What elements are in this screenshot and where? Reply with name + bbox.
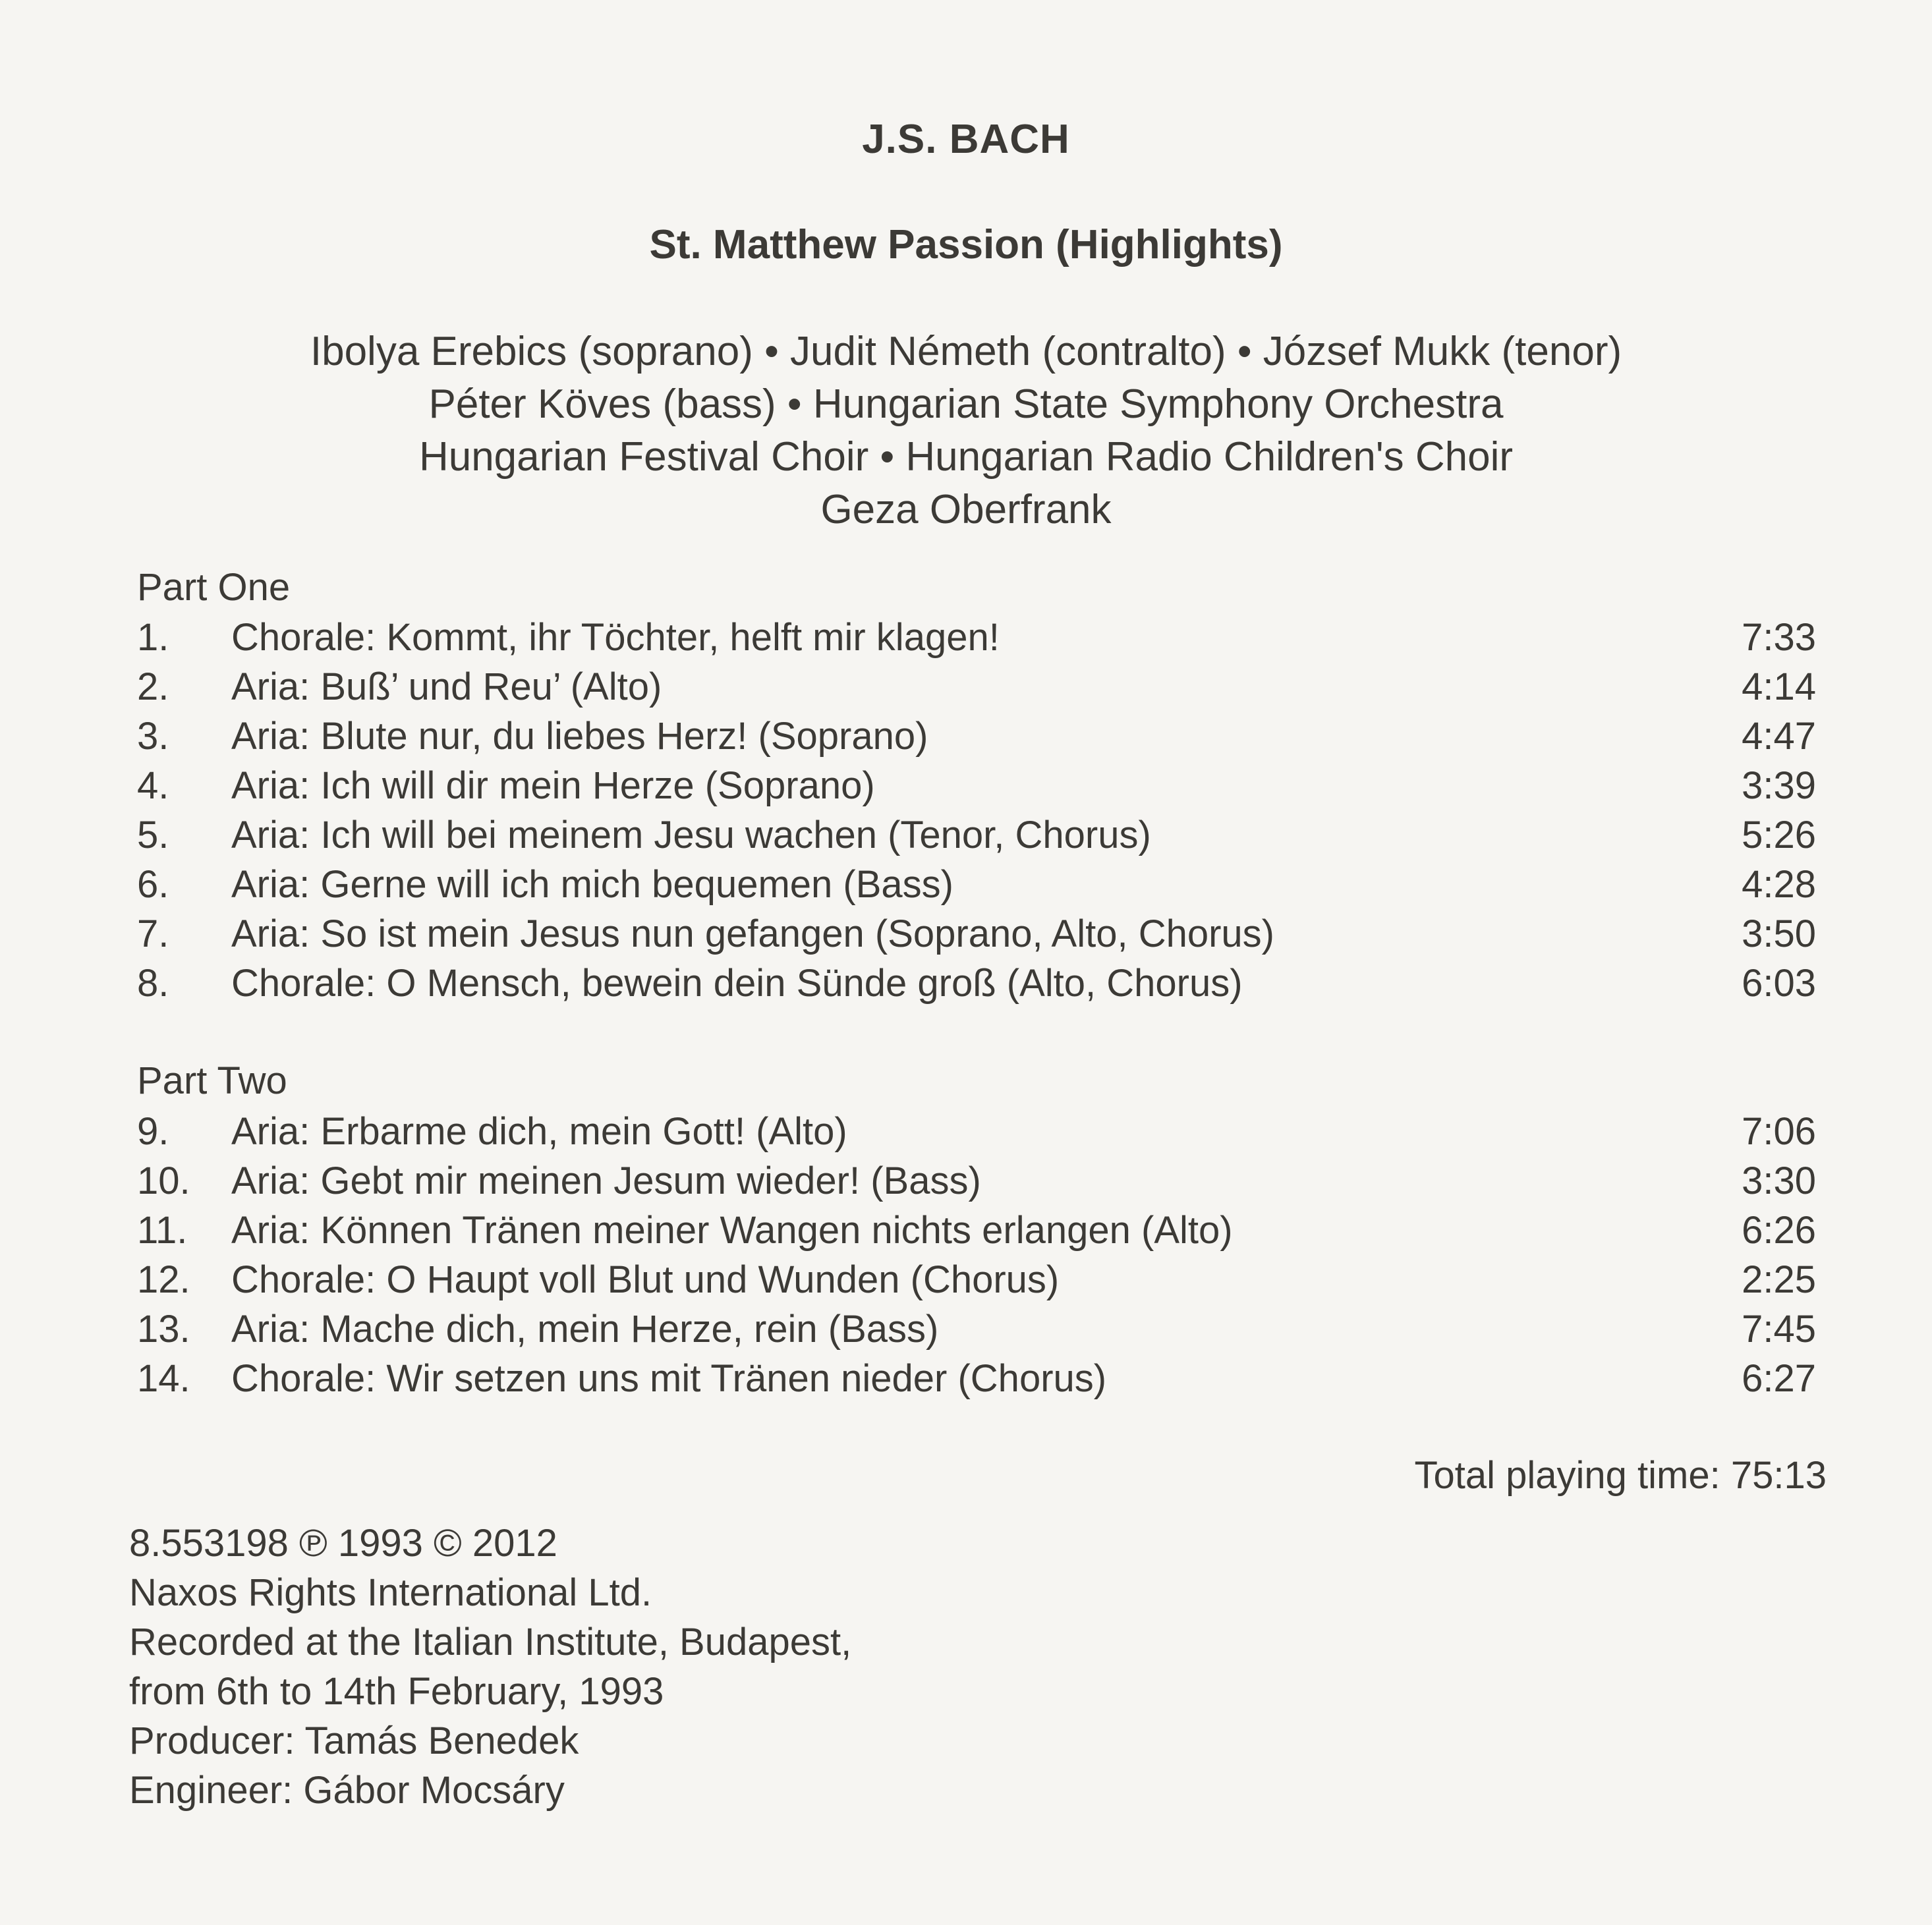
track-title: Aria: Blute nur, du liebes Herz! (Soprano)	[231, 715, 928, 758]
track-number: 4.	[137, 764, 169, 807]
recording-location-line: Recorded at the Italian Institute, Budapest,	[129, 1621, 852, 1663]
track-number: 11.	[137, 1209, 188, 1252]
track-title: Aria: Können Tränen meiner Wangen nichts erlangen (Alto)	[231, 1209, 1233, 1252]
track-duration: 2:25	[1742, 1258, 1816, 1301]
track-title: Aria: Erbarme dich, mein Gott! (Alto)	[231, 1110, 847, 1153]
track-title: Aria: Buß’ und Reu’ (Alto)	[231, 665, 662, 708]
track-duration: 6:27	[1742, 1357, 1816, 1400]
performers-line: Ibolya Erebics (soprano) • Judit Németh (contralto) • József Mukk (tenor)	[310, 329, 1622, 374]
track-row	[137, 662, 1816, 711]
track-duration: 7:45	[1742, 1308, 1816, 1351]
track-number: 14.	[137, 1357, 190, 1400]
track-number: 1.	[137, 616, 169, 659]
track-title: Aria: So ist mein Jesus nun gefangen (Soprano, Alto, Chorus)	[231, 912, 1274, 955]
track-duration: 5:26	[1742, 814, 1816, 856]
track-row	[137, 959, 1816, 1008]
track-title: Chorale: Kommt, ihr Töchter, helft mir klagen!	[231, 616, 1000, 659]
track-row	[137, 1206, 1816, 1255]
part-two-tracklist	[137, 1107, 1816, 1403]
catalogue-line: 8.553198 ℗ 1993 © 2012	[129, 1522, 557, 1565]
track-duration: 7:06	[1742, 1110, 1816, 1153]
track-title: Aria: Gebt mir meinen Jesum wieder! (Bass)	[231, 1159, 981, 1202]
part-one-heading: Part One	[137, 566, 291, 609]
rights-line: Naxos Rights International Ltd.	[129, 1571, 652, 1614]
track-row	[137, 613, 1816, 662]
track-number: 12.	[137, 1258, 190, 1301]
performers-block	[0, 325, 1932, 536]
part-two-heading: Part Two	[137, 1059, 287, 1102]
engineer-line: Engineer: Gábor Mocsáry	[129, 1769, 565, 1812]
track-number: 7.	[137, 912, 169, 955]
track-title: Aria: Mache dich, mein Herze, rein (Bass)	[231, 1308, 939, 1351]
track-row	[137, 761, 1816, 810]
track-number: 9.	[137, 1110, 169, 1153]
credits-block	[129, 1519, 851, 1815]
track-duration: 4:28	[1742, 863, 1816, 906]
track-row	[137, 860, 1816, 909]
track-row	[137, 810, 1816, 860]
total-playing-time: Total playing time: 75:13	[1414, 1454, 1827, 1497]
track-duration: 4:47	[1742, 715, 1816, 758]
track-number: 5.	[137, 814, 169, 856]
track-title: Aria: Ich will dir mein Herze (Soprano)	[231, 764, 875, 807]
track-duration: 7:33	[1742, 616, 1816, 659]
performers-line: Hungarian Festival Choir • Hungarian Radio Children's Choir	[418, 434, 1514, 480]
track-number: 10.	[137, 1159, 190, 1202]
track-number: 3.	[137, 715, 169, 758]
track-duration: 3:39	[1742, 764, 1816, 807]
track-row	[137, 1354, 1816, 1403]
performers-line: Péter Köves (bass) • Hungarian State Symphony Orchestra	[428, 381, 1504, 427]
track-number: 8.	[137, 962, 169, 1005]
track-duration: 4:14	[1742, 665, 1816, 708]
producer-line: Producer: Tamás Benedek	[129, 1719, 579, 1762]
track-duration: 6:03	[1742, 962, 1816, 1005]
track-duration: 3:50	[1742, 912, 1816, 955]
track-title: Aria: Ich will bei meinem Jesu wachen (Tenor, Chorus)	[231, 814, 1151, 856]
track-row	[137, 909, 1816, 959]
conductor-line: Geza Oberfrank	[820, 487, 1112, 532]
track-title: Chorale: O Mensch, bewein dein Sünde groß (Alto, Chorus)	[231, 962, 1243, 1005]
track-row	[137, 1304, 1816, 1354]
track-title: Chorale: O Haupt voll Blut und Wunden (Chorus)	[231, 1258, 1060, 1301]
track-title: Chorale: Wir setzen uns mit Tränen nieder (Chorus)	[231, 1357, 1107, 1400]
composer-heading: J.S. BACH	[862, 117, 1070, 162]
track-duration: 3:30	[1742, 1159, 1816, 1202]
track-number: 6.	[137, 863, 169, 906]
track-row	[137, 1255, 1816, 1304]
track-row	[137, 1156, 1816, 1206]
work-title: St. Matthew Passion (Highlights)	[649, 222, 1283, 267]
part-one-tracklist	[137, 613, 1816, 1008]
track-title: Aria: Gerne will ich mich bequemen (Bass)	[231, 863, 953, 906]
track-duration: 6:26	[1742, 1209, 1816, 1252]
track-row	[137, 1107, 1816, 1156]
track-number: 2.	[137, 665, 169, 708]
track-row	[137, 711, 1816, 761]
track-number: 13.	[137, 1308, 190, 1351]
recording-dates-line: from 6th to 14th February, 1993	[129, 1670, 664, 1713]
